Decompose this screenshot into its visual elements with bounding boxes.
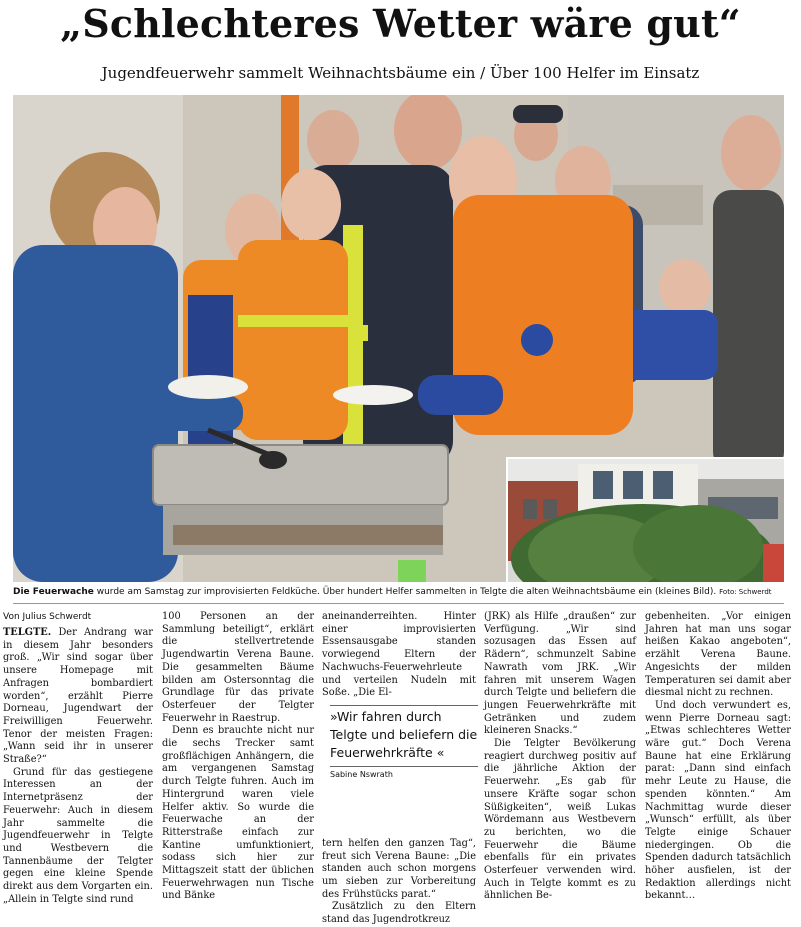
headline: „Schlechteres Wetter wäre gut“	[60, 1, 741, 46]
article-column-2	[162, 611, 314, 903]
caption-credit: Foto: Schwerdt	[719, 588, 772, 596]
dateline: TELGTE.	[3, 627, 52, 638]
caption-lead: Die Feuerwache	[13, 587, 94, 597]
article-paragraph: gebenheiten. „Vor einigen Jahren hat man uns sogar heißen Kakao angeboten“, erzählt Verena Baune. Angesichts der milden Temperaturen sei damit aber diesmal nicht zu rechnen.	[645, 611, 791, 699]
pullquote-source: Sabine Nswrath	[330, 766, 478, 781]
pullquote	[330, 705, 478, 781]
article-paragraph: Und doch verwundert es, wenn Pierre Dorneau sagt: „Etwas schlechteres Wetter wäre gut.“ Doch Verena Baune hat eine Erklärung parat: „Dann sind einfach mehr Leute zu Hause, die spenden könnten.“ Am Nachmittag wurde dieser „Wunsch“ erfüllt, als über Telgte einige Schauer niedergingen. Ob die Spenden dadurch tatsächlich höher ausfielen, ist der Redaktion allerdings nicht bekannt…	[645, 699, 791, 902]
article-paragraph: Die Telgter Bevölkerung reagiert durchweg positiv auf die jährliche Aktion der Feuerwehr. „Es gab für unsere Kräfte sogar schon Süßigkeiten“, weiß Lukas Wördemann aus Westbevern zu berichten, wo die Feuerwehr die Bäume ebenfalls für ein privates Osterfeuer verwenden wird. Auch in Telgte kommt es zu ähnlichen Be-	[484, 738, 636, 902]
divider	[13, 603, 784, 604]
article-paragraph: 100 Personen an der Sammlung beteiligt“, erklärt die stellvertretende Jugendwartin Verena Baune. Die gesammelten Bäume bilden am Ostersonntag die Grundlage für das private Osterfeuer der Telgter Feuerwehr in Raestrup.	[162, 611, 314, 724]
article-paragraph: Denn es brauchte nicht nur die sechs Trecker samt großflächigen Anhängern, die am vergangenen Samstag durch Telgte fuhren. Auch im Hintergrund waren viele Helfer aktiv. So wurde die Feuerwache an der Ritterstraße einfach zur Kantine umfunktioniert, sodass sich hier zur Mittagszeit statt der üblichen Feuerwehrwagen nun Tische und Bänke	[162, 725, 314, 902]
article-paragraph: Zusätzlich zu den Eltern stand das Jugendrotkreuz	[322, 901, 476, 926]
article-paragraph: TELGTE. Der Andrang war in diesem Jahr besonders groß. „Wir sind sogar über unsere Homepage mit Anfragen bombardiert worden“, erzählt Pierre Dorneau, Jugendwart der Freiwilligen Feuerwehr. Tenor der meisten Fragen: „Wann seid ihr in unserer Straße?“	[3, 627, 153, 766]
pullquote-rule	[330, 705, 478, 706]
article-column-4	[484, 611, 636, 903]
byline: Von Julius Schwerdt	[3, 612, 92, 622]
article-paragraph: Grund für das gestiegene Interessen an der Internetpräsenz der Feuerwehr: Auch in diesem Jahr sammelte die Jugendfeuerwehr in Telgte und Westbevern die Tannenbäume der Telgter gegen eine kleine Spende direkt aus dem Vorgarten ein. „Allein in Telgte sind rund	[3, 766, 153, 905]
article-paragraph: (JRK) als Hilfe „draußen“ zur Verfügung. „Wir sind sozusagen das Essen auf Rädern“, schmunzelt Sabine Nawrath vom JRK. „Wir fahren mit unserem Wagen durch Telgte und beliefern die jungen Feuerwehrkräfte mit Getränken und zudem kleineren Snacks.“	[484, 611, 636, 737]
article-paragraph: tern helfen den ganzen Tag“, freut sich Verena Baune: „Die standen auch schon morgens um sieben zur Vorbereitung des Frühstücks parat.“	[322, 837, 476, 900]
article-column-5	[645, 611, 791, 903]
pullquote-text: »Wir fahren durch Telgte und beliefern die Feuerwehrkräfte «	[330, 709, 478, 760]
subheadline: Jugendfeuerwehr sammelt Weihnachtsbäume ein / Über 100 Helfer im Einsatz	[101, 64, 700, 82]
article-paragraph: aneinanderreihten. Hinter einer improvisierten Essensausgabe standen vorwiegend Eltern der Nachwuchs-Feuerwehrleute und verteilen Nudeln mit Soße. „Die El-	[322, 611, 476, 699]
main-photo	[13, 95, 784, 582]
photo-caption	[13, 585, 793, 599]
caption-text: wurde am Samstag zur improvisierten Feldküche. Über hundert Helfer sammelten in Telgte die alten Weihnachtsbäume ein (kleines Bild).	[93, 587, 717, 597]
article-column-1	[3, 611, 153, 906]
inset-photo	[506, 457, 784, 582]
